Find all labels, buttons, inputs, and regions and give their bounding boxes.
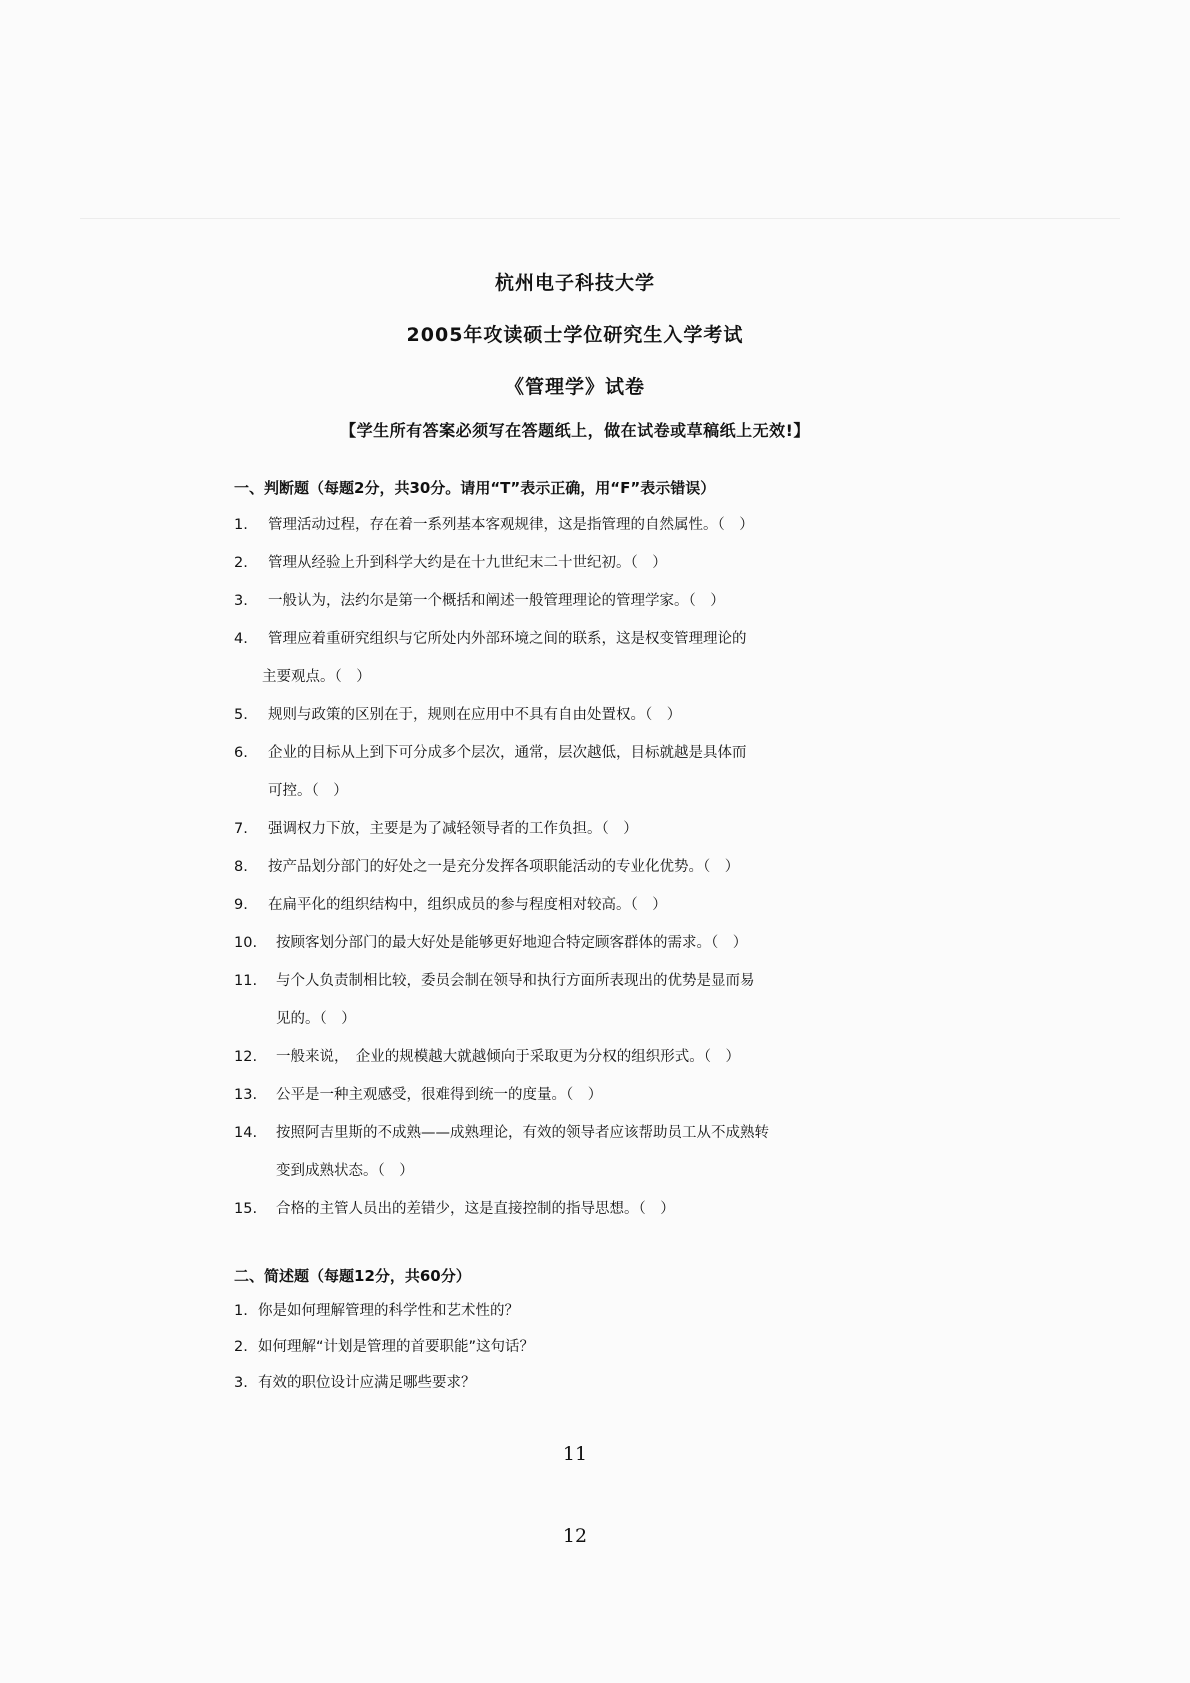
question-text: 管理从经验上升到科学大约是在十九世纪末二十世纪初。（ ） [268, 555, 667, 571]
question-number: 9. [234, 897, 248, 913]
question-text: 按顾客划分部门的最大好处是能够更好地迎合特定顾客群体的需求。（ ） [276, 935, 748, 951]
question-text: 一般来说， 企业的规模越大就越倾向于采取更为分权的组织形式。（ ） [276, 1049, 740, 1065]
question-number: 7. [234, 821, 248, 837]
question-continuation: 主要观点。（ ） [262, 669, 371, 685]
question-item [234, 1197, 675, 1218]
page-number: 11 [562, 1443, 588, 1465]
question-text: 如何理解“计划是管理的首要职能”这句话？ [258, 1339, 535, 1355]
question-text: 强调权力下放，主要是为了减轻领导者的工作负担。（ ） [268, 821, 638, 837]
page-number: 12 [562, 1525, 588, 1547]
question-item [234, 817, 638, 838]
question-number: 2. [234, 1339, 248, 1355]
question-number: 3. [234, 1375, 248, 1391]
question-item [234, 741, 747, 762]
question-number: 5. [234, 707, 248, 723]
question-number: 11. [234, 973, 258, 989]
question-item [234, 855, 739, 876]
question-continuation: 变到成熟状态。（ ） [276, 1163, 414, 1179]
question-number: 15. [234, 1201, 258, 1217]
question-item [234, 969, 755, 990]
short-question-item [234, 1299, 519, 1320]
question-number: 6. [234, 745, 248, 761]
question-number: 14. [234, 1125, 258, 1141]
question-item [234, 1083, 602, 1104]
question-text: 在扁平化的组织结构中，组织成员的参与程度相对较高。（ ） [268, 897, 667, 913]
section-2-heading: 二、简述题（每题12分，共60分） [234, 1267, 471, 1285]
question-item [234, 551, 667, 572]
question-item [234, 931, 747, 952]
question-text: 规则与政策的区别在于，规则在应用中不具有自由处置权。（ ） [268, 707, 682, 723]
question-text: 一般认为，法约尔是第一个概括和阐述一般管理理论的管理学家。（ ） [268, 593, 725, 609]
question-text: 管理活动过程，存在着一系列基本客观规律，这是指管理的自然属性。（ ） [268, 517, 754, 533]
question-text: 管理应着重研究组织与它所处内外部环境之间的联系，这是权变管理理论的 [268, 631, 747, 647]
question-text: 按照阿吉里斯的不成熟——成熟理论，有效的领导者应该帮助员工从不成熟转 [276, 1125, 769, 1141]
question-number: 2. [234, 555, 248, 571]
question-text: 与个人负责制相比较，委员会制在领导和执行方面所表现出的优势是显而易 [276, 973, 755, 989]
question-item [234, 703, 681, 724]
question-item [234, 1121, 769, 1142]
question-text: 有效的职位设计应满足哪些要求？ [258, 1375, 476, 1391]
question-number: 10. [234, 935, 258, 951]
question-item [234, 513, 754, 534]
question-continuation: 见的。（ ） [276, 1011, 356, 1027]
question-number: 3. [234, 593, 248, 609]
question-item [234, 589, 725, 610]
question-text: 企业的目标从上到下可分成多个层次，通常，层次越低，目标就越是具体而 [268, 745, 747, 761]
question-item [234, 893, 667, 914]
short-question-item [234, 1335, 534, 1356]
question-text: 按产品划分部门的好处之一是充分发挥各项职能活动的专业化优势。（ ） [268, 859, 740, 875]
question-number: 1. [234, 1303, 248, 1319]
question-item [234, 627, 747, 648]
university-title: 杭州电子科技大学 [494, 272, 655, 294]
question-continuation: 可控。（ ） [268, 783, 348, 799]
question-item [234, 1045, 740, 1066]
section-1-heading: 一、判断题（每题2分，共30分。请用“T”表示正确，用“F”表示错误） [234, 479, 716, 497]
question-text: 公平是一种主观感受，很难得到统一的度量。（ ） [276, 1087, 603, 1103]
question-number: 13. [234, 1087, 258, 1103]
subject-title: 《管理学》试卷 [504, 376, 645, 398]
question-number: 4. [234, 631, 248, 647]
answer-notice: 【学生所有答案必须写在答题纸上，做在试卷或草稿纸上无效!】 [340, 421, 810, 440]
short-question-item [234, 1371, 476, 1392]
question-text: 你是如何理解管理的科学性和艺术性的？ [258, 1303, 519, 1319]
question-text: 合格的主管人员出的差错少，这是直接控制的指导思想。（ ） [276, 1201, 675, 1217]
question-number: 8. [234, 859, 248, 875]
question-number: 12. [234, 1049, 258, 1065]
exam-title: 2005年攻读硕士学位研究生入学考试 [406, 324, 744, 346]
question-number: 1. [234, 517, 248, 533]
scan-artifact-line [80, 218, 1120, 219]
